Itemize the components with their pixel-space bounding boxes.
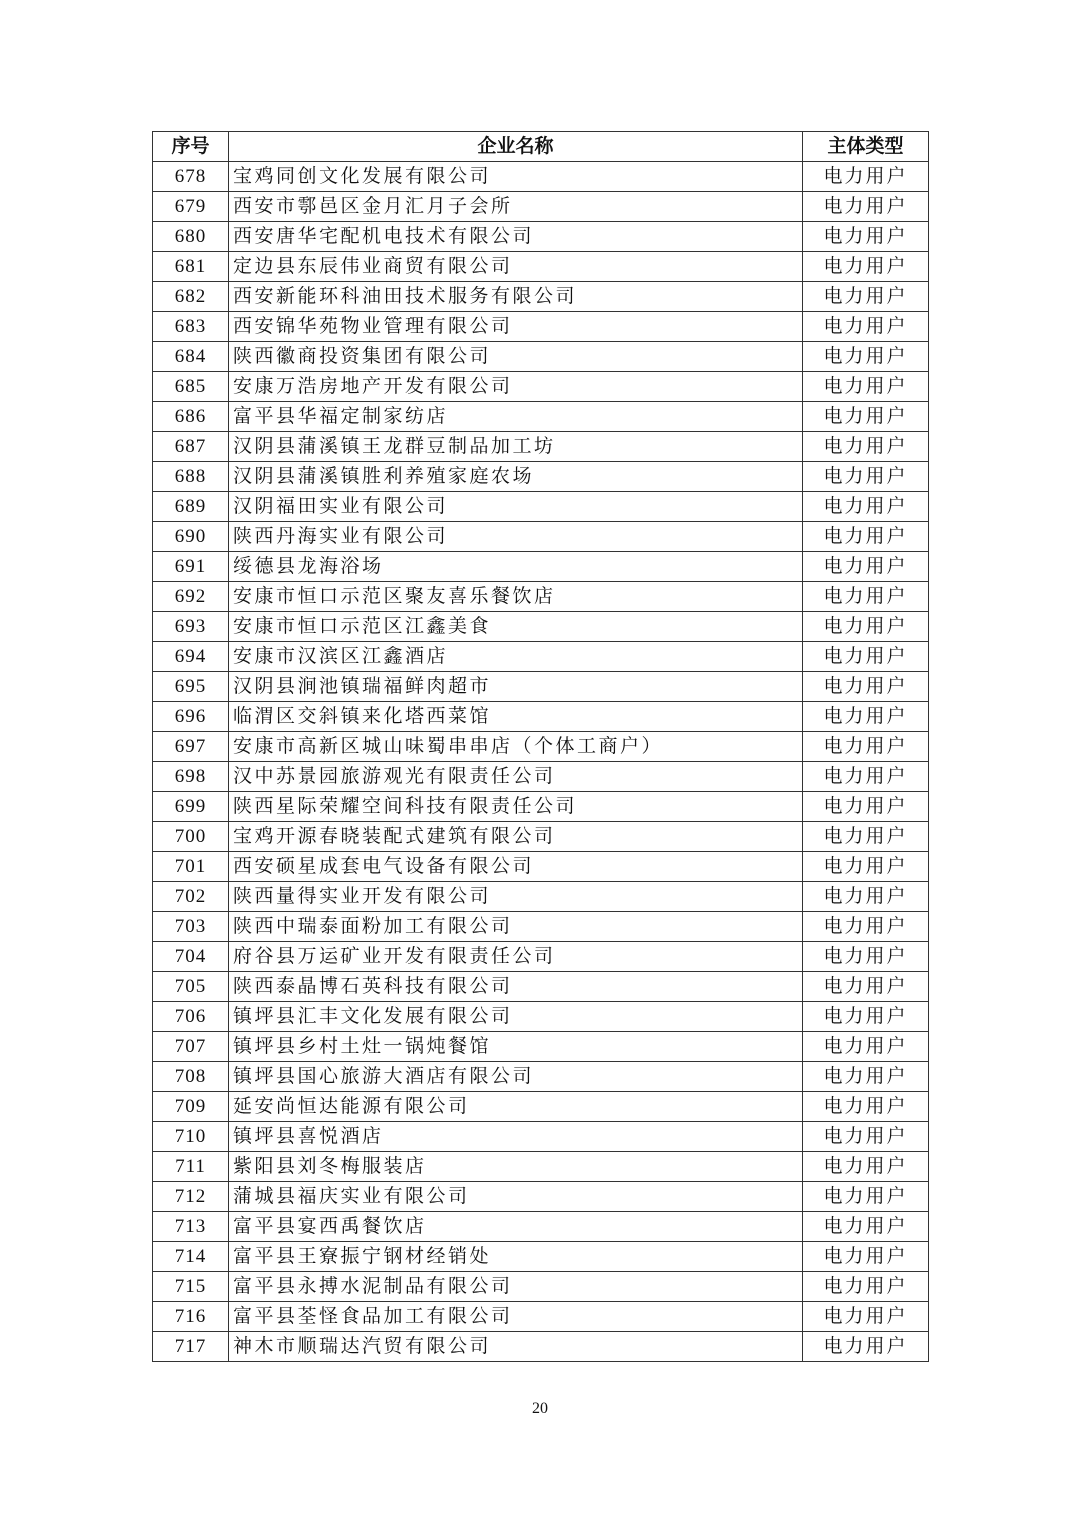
table-row (153, 1242, 929, 1272)
enterprise-name-cell: 安康市恒口示范区江鑫美食 (229, 612, 803, 642)
entity-type-cell: 电力用户 (803, 312, 929, 342)
enterprise-name-cell: 陕西徽商投资集团有限公司 (229, 342, 803, 372)
serial-number-cell: 701 (153, 852, 229, 882)
enterprise-name-cell: 西安唐华宅配机电技术有限公司 (229, 222, 803, 252)
enterprise-name-cell: 汉阴县蒲溪镇胜利养殖家庭农场 (229, 462, 803, 492)
entity-type-cell: 电力用户 (803, 702, 929, 732)
table-row (153, 1032, 929, 1062)
entity-type-cell: 电力用户 (803, 942, 929, 972)
serial-number-cell: 699 (153, 792, 229, 822)
table-row (153, 1272, 929, 1302)
entity-type-cell: 电力用户 (803, 252, 929, 282)
table-row (153, 882, 929, 912)
table-row (153, 732, 929, 762)
table-row (153, 1062, 929, 1092)
enterprise-name-cell: 临渭区交斜镇来化塔西菜馆 (229, 702, 803, 732)
serial-number-cell: 712 (153, 1182, 229, 1212)
enterprise-name-cell: 紫阳县刘冬梅服装店 (229, 1152, 803, 1182)
table-row (153, 972, 929, 1002)
enterprise-name-cell: 陕西中瑞泰面粉加工有限公司 (229, 912, 803, 942)
serial-number-cell: 683 (153, 312, 229, 342)
table-row (153, 822, 929, 852)
serial-number-cell: 678 (153, 162, 229, 192)
entity-type-cell: 电力用户 (803, 1272, 929, 1302)
serial-number-cell: 696 (153, 702, 229, 732)
serial-number-cell: 711 (153, 1152, 229, 1182)
enterprise-name-cell: 西安锦华苑物业管理有限公司 (229, 312, 803, 342)
entity-type-cell: 电力用户 (803, 642, 929, 672)
serial-number-cell: 707 (153, 1032, 229, 1062)
table-row (153, 672, 929, 702)
serial-number-cell: 679 (153, 192, 229, 222)
entity-type-cell: 电力用户 (803, 1152, 929, 1182)
table-row (153, 1302, 929, 1332)
entity-type-cell: 电力用户 (803, 822, 929, 852)
serial-number-cell: 706 (153, 1002, 229, 1032)
header-entity-type: 主体类型 (803, 132, 929, 162)
entity-type-cell: 电力用户 (803, 192, 929, 222)
entity-type-cell: 电力用户 (803, 1182, 929, 1212)
enterprise-name-cell: 陕西泰晶博石英科技有限公司 (229, 972, 803, 1002)
enterprise-name-cell: 西安新能环科油田技术服务有限公司 (229, 282, 803, 312)
entity-type-cell: 电力用户 (803, 552, 929, 582)
enterprise-name-cell: 陕西星际荣耀空间科技有限责任公司 (229, 792, 803, 822)
entity-type-cell: 电力用户 (803, 732, 929, 762)
table-row (153, 852, 929, 882)
table-row (153, 1092, 929, 1122)
serial-number-cell: 686 (153, 402, 229, 432)
table-row (153, 552, 929, 582)
entity-type-cell: 电力用户 (803, 672, 929, 702)
serial-number-cell: 694 (153, 642, 229, 672)
entity-type-cell: 电力用户 (803, 972, 929, 1002)
serial-number-cell: 700 (153, 822, 229, 852)
serial-number-cell: 710 (153, 1122, 229, 1152)
enterprise-name-cell: 延安尚恒达能源有限公司 (229, 1092, 803, 1122)
table-row (153, 192, 929, 222)
table-row (153, 1002, 929, 1032)
entity-type-cell: 电力用户 (803, 612, 929, 642)
serial-number-cell: 715 (153, 1272, 229, 1302)
table-row (153, 402, 929, 432)
serial-number-cell: 716 (153, 1302, 229, 1332)
enterprise-name-cell: 宝鸡同创文化发展有限公司 (229, 162, 803, 192)
header-serial-number: 序号 (153, 132, 229, 162)
enterprise-name-cell: 镇坪县国心旅游大酒店有限公司 (229, 1062, 803, 1092)
entity-type-cell: 电力用户 (803, 402, 929, 432)
enterprise-name-cell: 镇坪县乡村土灶一锅炖餐馆 (229, 1032, 803, 1062)
entity-type-cell: 电力用户 (803, 1002, 929, 1032)
entity-type-cell: 电力用户 (803, 462, 929, 492)
entity-type-cell: 电力用户 (803, 222, 929, 252)
table-row (153, 372, 929, 402)
table-row (153, 1122, 929, 1152)
table-row (153, 522, 929, 552)
enterprise-name-cell: 宝鸡开源春晓装配式建筑有限公司 (229, 822, 803, 852)
table-row (153, 612, 929, 642)
serial-number-cell: 684 (153, 342, 229, 372)
serial-number-cell: 717 (153, 1332, 229, 1362)
serial-number-cell: 692 (153, 582, 229, 612)
table-row (153, 1152, 929, 1182)
table-row (153, 462, 929, 492)
entity-type-cell: 电力用户 (803, 1092, 929, 1122)
table-row (153, 1182, 929, 1212)
entity-type-cell: 电力用户 (803, 282, 929, 312)
enterprise-name-cell: 蒲城县福庆实业有限公司 (229, 1182, 803, 1212)
enterprise-name-cell: 陕西丹海实业有限公司 (229, 522, 803, 552)
serial-number-cell: 703 (153, 912, 229, 942)
table-row (153, 1212, 929, 1242)
table-row (153, 792, 929, 822)
entity-type-cell: 电力用户 (803, 372, 929, 402)
enterprise-name-cell: 定边县东辰伟业商贸有限公司 (229, 252, 803, 282)
enterprise-name-cell: 汉阴福田实业有限公司 (229, 492, 803, 522)
serial-number-cell: 705 (153, 972, 229, 1002)
table-row (153, 282, 929, 312)
table-header-row (153, 132, 929, 162)
enterprise-name-cell: 安康市高新区城山味蜀串串店（个体工商户） (229, 732, 803, 762)
entity-type-cell: 电力用户 (803, 1242, 929, 1272)
enterprise-name-cell: 富平县王寮振宁钢材经销处 (229, 1242, 803, 1272)
table-row (153, 942, 929, 972)
entity-type-cell: 电力用户 (803, 1062, 929, 1092)
enterprise-name-cell: 神木市顺瑞达汽贸有限公司 (229, 1332, 803, 1362)
entity-type-cell: 电力用户 (803, 1332, 929, 1362)
table-row (153, 492, 929, 522)
entity-type-cell: 电力用户 (803, 882, 929, 912)
serial-number-cell: 697 (153, 732, 229, 762)
serial-number-cell: 682 (153, 282, 229, 312)
entity-type-cell: 电力用户 (803, 1212, 929, 1242)
enterprise-name-cell: 安康市恒口示范区聚友喜乐餐饮店 (229, 582, 803, 612)
table-row (153, 252, 929, 282)
enterprise-name-cell: 绥德县龙海浴场 (229, 552, 803, 582)
entity-type-cell: 电力用户 (803, 1302, 929, 1332)
serial-number-cell: 691 (153, 552, 229, 582)
serial-number-cell: 688 (153, 462, 229, 492)
enterprise-name-cell: 镇坪县喜悦酒店 (229, 1122, 803, 1152)
entity-type-cell: 电力用户 (803, 342, 929, 372)
entity-type-cell: 电力用户 (803, 792, 929, 822)
serial-number-cell: 693 (153, 612, 229, 642)
table-row (153, 582, 929, 612)
header-enterprise-name: 企业名称 (229, 132, 803, 162)
entity-type-cell: 电力用户 (803, 912, 929, 942)
page-number: 20 (532, 1400, 548, 1417)
enterprise-table (152, 131, 929, 1362)
serial-number-cell: 713 (153, 1212, 229, 1242)
serial-number-cell: 709 (153, 1092, 229, 1122)
entity-type-cell: 电力用户 (803, 522, 929, 552)
serial-number-cell: 714 (153, 1242, 229, 1272)
table-row (153, 642, 929, 672)
entity-type-cell: 电力用户 (803, 582, 929, 612)
serial-number-cell: 685 (153, 372, 229, 402)
enterprise-name-cell: 富平县荃怪食品加工有限公司 (229, 1302, 803, 1332)
enterprise-name-cell: 汉阴县涧池镇瑞福鲜肉超市 (229, 672, 803, 702)
serial-number-cell: 690 (153, 522, 229, 552)
entity-type-cell: 电力用户 (803, 162, 929, 192)
enterprise-name-cell: 镇坪县汇丰文化发展有限公司 (229, 1002, 803, 1032)
entity-type-cell: 电力用户 (803, 492, 929, 522)
table-row (153, 162, 929, 192)
enterprise-name-cell: 安康万浩房地产开发有限公司 (229, 372, 803, 402)
entity-type-cell: 电力用户 (803, 762, 929, 792)
enterprise-name-cell: 西安市鄠邑区金月汇月子会所 (229, 192, 803, 222)
serial-number-cell: 681 (153, 252, 229, 282)
enterprise-name-cell: 富平县宴西禹餐饮店 (229, 1212, 803, 1242)
enterprise-name-cell: 府谷县万运矿业开发有限责任公司 (229, 942, 803, 972)
table-row (153, 312, 929, 342)
entity-type-cell: 电力用户 (803, 1032, 929, 1062)
table-row (153, 222, 929, 252)
enterprise-name-cell: 富平县永搏水泥制品有限公司 (229, 1272, 803, 1302)
serial-number-cell: 689 (153, 492, 229, 522)
serial-number-cell: 702 (153, 882, 229, 912)
table-row (153, 1332, 929, 1362)
enterprise-name-cell: 富平县华福定制家纺店 (229, 402, 803, 432)
serial-number-cell: 680 (153, 222, 229, 252)
entity-type-cell: 电力用户 (803, 1122, 929, 1152)
serial-number-cell: 687 (153, 432, 229, 462)
table-row (153, 432, 929, 462)
serial-number-cell: 695 (153, 672, 229, 702)
table-row (153, 342, 929, 372)
enterprise-name-cell: 陕西量得实业开发有限公司 (229, 882, 803, 912)
enterprise-name-cell: 安康市汉滨区江鑫酒店 (229, 642, 803, 672)
serial-number-cell: 698 (153, 762, 229, 792)
entity-type-cell: 电力用户 (803, 432, 929, 462)
serial-number-cell: 704 (153, 942, 229, 972)
serial-number-cell: 708 (153, 1062, 229, 1092)
table-row (153, 762, 929, 792)
enterprise-name-cell: 汉中苏景园旅游观光有限责任公司 (229, 762, 803, 792)
enterprise-name-cell: 汉阴县蒲溪镇王龙群豆制品加工坊 (229, 432, 803, 462)
enterprise-name-cell: 西安硕星成套电气设备有限公司 (229, 852, 803, 882)
table-row (153, 912, 929, 942)
table-row (153, 702, 929, 732)
entity-type-cell: 电力用户 (803, 852, 929, 882)
